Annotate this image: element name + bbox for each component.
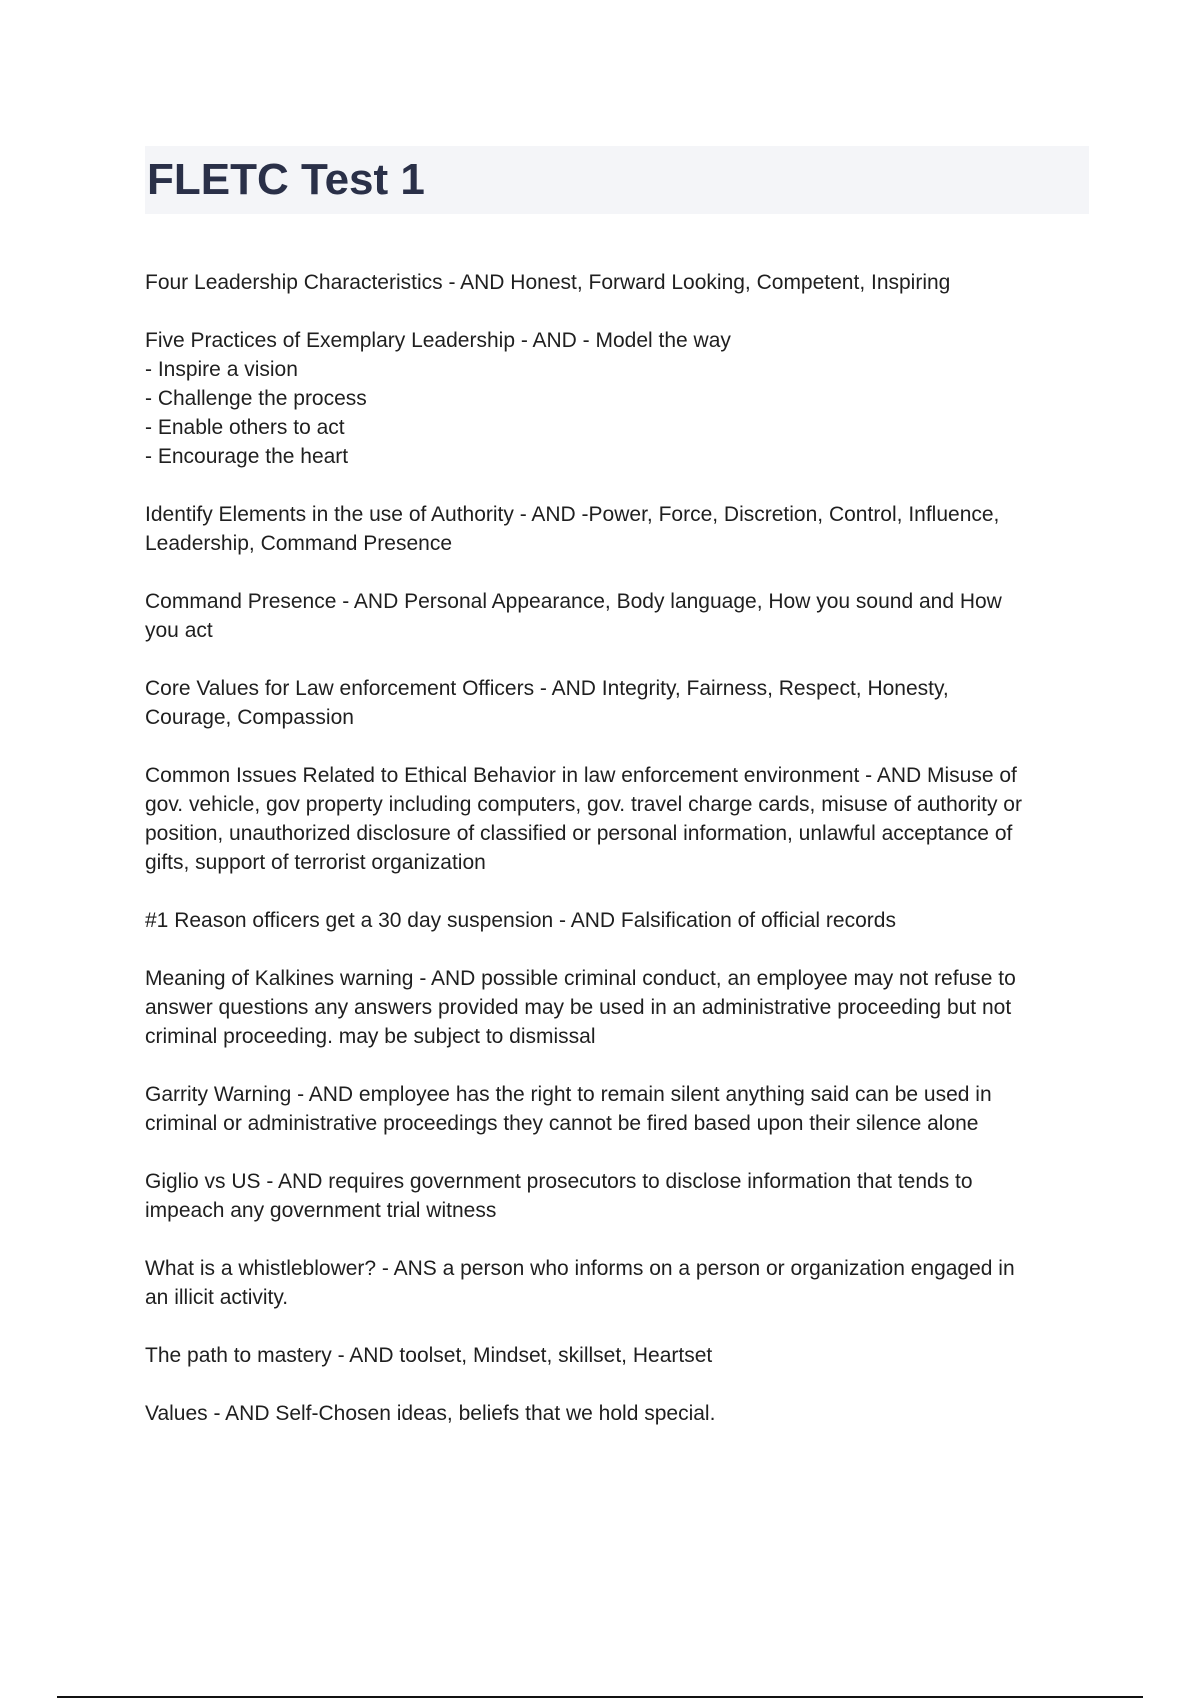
qa-entry-line: position, unauthorized disclosure of classified or personal information, unlawful acceptance of (145, 822, 1013, 845)
qa-entry (145, 1080, 1085, 1138)
qa-entry-line: gifts, support of terrorist organization (145, 851, 486, 874)
qa-entry (145, 268, 1085, 297)
qa-entry-line: Values - AND Self-Chosen ideas, beliefs that we hold special. (145, 1402, 716, 1425)
qa-entry-line: - Encourage the heart (145, 445, 349, 468)
qa-entry-line: - Inspire a vision (145, 358, 298, 381)
qa-entry-line: answer questions any answers provided may be used in an administrative proceeding but not (145, 996, 1012, 1019)
qa-entry-line: impeach any government trial witness (145, 1199, 497, 1222)
qa-entry-line: Command Presence - AND Personal Appearance, Body language, How you sound and How (145, 590, 1002, 613)
qa-entry (145, 674, 1085, 732)
qa-entry-line: criminal proceeding. may be subject to dismissal (145, 1025, 596, 1048)
qa-entry-line: gov. vehicle, gov property including computers, gov. travel charge cards, misuse of authority or (145, 793, 1022, 816)
qa-entry-line: Five Practices of Exemplary Leadership - AND - Model the way (145, 329, 731, 352)
qa-entry-list (145, 268, 1085, 1457)
qa-entry-line: Four Leadership Characteristics - AND Honest, Forward Looking, Competent, Inspiring (145, 271, 951, 294)
footer-divider (57, 1696, 1143, 1698)
qa-entry-line: Giglio vs US - AND requires government prosecutors to disclose information that tends to (145, 1170, 973, 1193)
qa-entry-line: Core Values for Law enforcement Officers - AND Integrity, Fairness, Respect, Honesty, (145, 677, 949, 700)
qa-entry (145, 500, 1085, 558)
qa-entry-line: criminal or administrative proceedings they cannot be fired based upon their silence alone (145, 1112, 979, 1135)
qa-entry-line: - Enable others to act (145, 416, 345, 439)
qa-entry (145, 761, 1085, 877)
qa-entry-line: Leadership, Command Presence (145, 532, 453, 555)
page-title: FLETC Test 1 (147, 155, 425, 204)
qa-entry (145, 1167, 1085, 1225)
qa-entry (145, 587, 1085, 645)
qa-entry-line: an illicit activity. (145, 1286, 289, 1309)
qa-entry (145, 326, 1085, 471)
qa-entry-line: - Challenge the process (145, 387, 367, 410)
qa-entry-line: What is a whistleblower? - ANS a person who informs on a person or organization engaged in (145, 1257, 1015, 1280)
qa-entry (145, 1254, 1085, 1312)
title-banner (145, 146, 1089, 214)
qa-entry-line: Identify Elements in the use of Authority - AND -Power, Force, Discretion, Control, Influence, (145, 503, 1000, 526)
qa-entry (145, 1341, 1085, 1370)
qa-entry-line: Common Issues Related to Ethical Behavior in law enforcement environment - AND Misuse of (145, 764, 1017, 787)
qa-entry (145, 964, 1085, 1051)
qa-entry-line: #1 Reason officers get a 30 day suspension - AND Falsification of official records (145, 909, 896, 932)
qa-entry-line: you act (145, 619, 213, 642)
qa-entry-line: Meaning of Kalkines warning - AND possible criminal conduct, an employee may not refuse to (145, 967, 1016, 990)
qa-entry-line: Courage, Compassion (145, 706, 354, 729)
qa-entry (145, 906, 1085, 935)
qa-entry-line: Garrity Warning - AND employee has the right to remain silent anything said can be used in (145, 1083, 992, 1106)
qa-entry (145, 1399, 1085, 1428)
qa-entry-line: The path to mastery - AND toolset, Mindset, skillset, Heartset (145, 1344, 713, 1367)
